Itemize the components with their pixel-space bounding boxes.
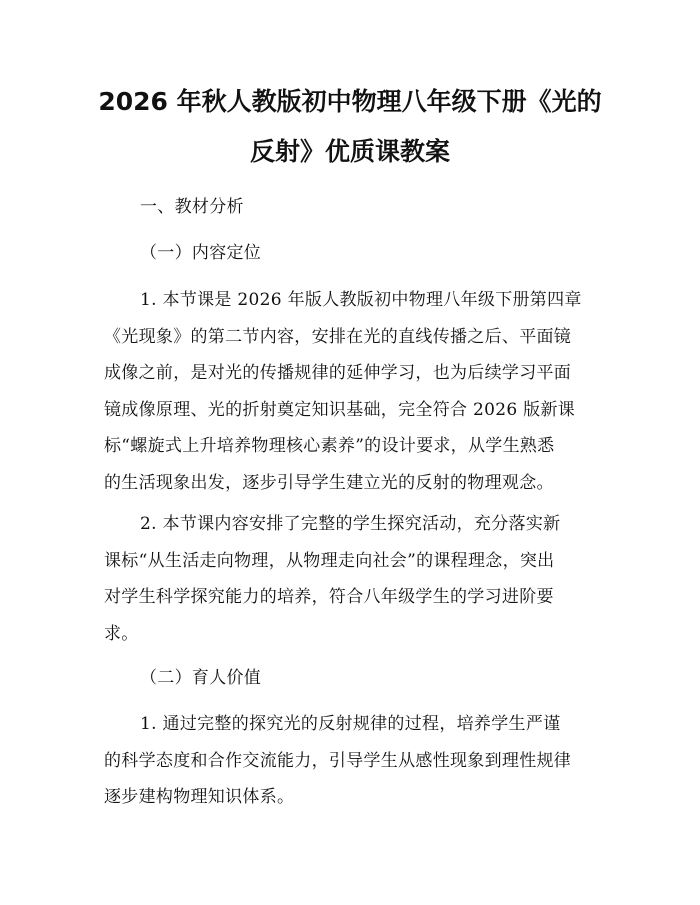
paragraph-3-line: 1. 通过完整的探究光的反射规律的过程，培养学生严谨 (140, 714, 561, 734)
paragraph-1-line: 1. 本节课是 2026 年版人教版初中物理八年级下册第四章 (140, 290, 582, 310)
subsection-heading-content-positioning: （一）内容定位 (140, 243, 262, 263)
paragraph-3-line: 逐步建构物理知识体系。 (104, 787, 295, 807)
section-heading-teaching-material-analysis: 一、教材分析 (140, 197, 244, 217)
subsection-heading-educational-value: （二）育人价值 (140, 668, 262, 688)
paragraph-2-line: 求。 (104, 623, 139, 644)
document-title-line-1: 2026 年秋人教版初中物理八年级下册《光的 (98, 87, 602, 116)
paragraph-1-line: 成像之前，是对光的传播规律的延伸学习，也为后续学习平面 (104, 363, 572, 383)
paragraph-2-line: 课标“从生活走向物理，从物理走向社会”的课程理念，突出 (104, 550, 555, 571)
paragraph-3-line: 的科学态度和合作交流能力，引导学生从感性现象到理性规律 (104, 750, 572, 771)
paragraph-3 (104, 706, 604, 816)
paragraph-1-line: 的生活现象出发，逐步引导学生建立光的反射的物理观念。 (104, 472, 554, 493)
paragraph-1-line: 标“螺旋式上升培养物理核心素养”的设计要求，从学生熟悉 (104, 436, 555, 456)
paragraph-2-line: 对学生科学探究能力的培养，符合八年级学生的学习进阶要 (104, 587, 554, 607)
paragraph-2-line: 2. 本节课内容安排了完整的学生探究活动，充分落实新 (140, 514, 561, 534)
paragraph-1-line: 《光现象》的第二节内容，安排在光的直线传播之后、平面镜 (104, 326, 572, 347)
paragraph-1-line: 镜成像原理、光的折射奠定知识基础，完全符合 2026 版新课 (104, 399, 576, 420)
paragraph-2 (104, 506, 604, 652)
paragraph-1 (104, 282, 604, 501)
document-title-line-2: 反射》优质课教案 (249, 137, 450, 166)
